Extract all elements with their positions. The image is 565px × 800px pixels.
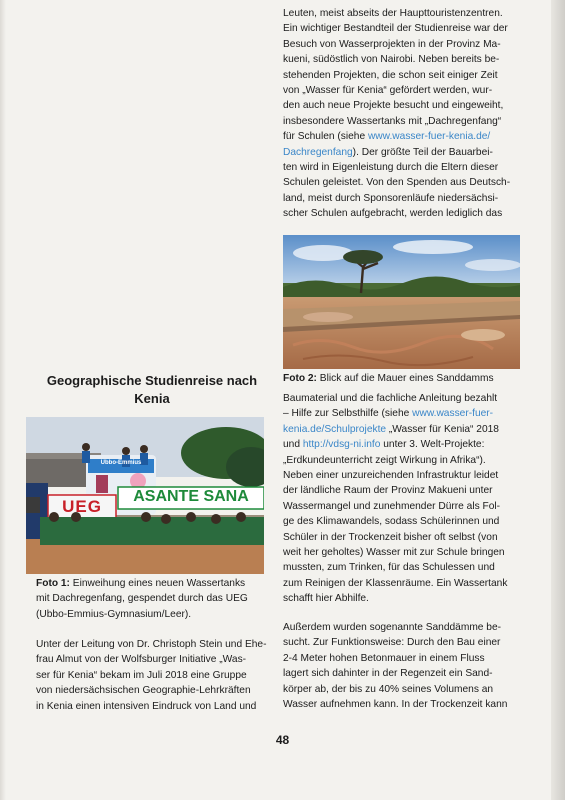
text-line: ten wird in Eigenleistung durch die Eltern dieser xyxy=(283,162,499,174)
right-column-bottom-text xyxy=(283,620,522,712)
schulprojekte-link[interactable]: www.wasser-fuer- xyxy=(412,408,494,420)
text-line: Baumaterial und die fachliche Anleitung bezahlt xyxy=(283,393,498,404)
right-column-top-text xyxy=(283,6,522,222)
text-span: und xyxy=(283,439,303,451)
text-line: Wassermangel und zunehmender Dürre als Fol- xyxy=(283,500,501,512)
text-span: für Schulen (siehe xyxy=(283,131,368,143)
heading-line: Geographische Studienreise nach xyxy=(46,373,258,388)
article-heading xyxy=(36,372,268,408)
text-line: land, meist durch Sponsorenläufe niedersächsi- xyxy=(283,192,499,204)
caption-line: (Ubbo-Emmius-Gymnasium/Leer). xyxy=(36,608,192,620)
text-span: – Hilfe zur Selbsthilfe (siehe xyxy=(283,408,413,420)
text-line xyxy=(283,422,522,437)
text-span: ). Der größte Teil der Bauarbei- xyxy=(352,146,493,158)
text-line: frau Almut von der Wolfsburger Initiative „Was- xyxy=(36,654,247,666)
text-line: kueni, südöstlich von Nairobi. Neben bereits be- xyxy=(283,54,500,66)
text-line: zum Reinigen der Klassenräume. Ein Wassertank xyxy=(283,577,508,589)
page-number: 48 xyxy=(275,733,290,747)
caption-line xyxy=(36,576,268,591)
right-column-mid-text xyxy=(283,391,522,607)
text-line: Schulen geleistet. Von den Spenden aus Deutsch- xyxy=(283,177,511,189)
dachregenfang-link-cont[interactable]: Dachregenfang xyxy=(283,146,353,158)
text-span: „Wasser für Kenia“ 2018 xyxy=(386,423,499,435)
text-line: Leuten, meist abseits der Haupttouristenzentren. xyxy=(283,8,503,19)
tank-label: Ubbo-Emmius xyxy=(100,460,142,466)
text-line: schafft hier Abhilfe. xyxy=(283,593,369,605)
text-line: lagert sich dahinter in der Regenzeit ein Sand- xyxy=(283,668,493,680)
text-line: Besuch von Wasserprojekten in der Provinz Ma- xyxy=(283,38,501,50)
text-line xyxy=(283,406,522,421)
text-line xyxy=(283,437,522,452)
asante-sana-banner: ASANTE SANA xyxy=(133,488,249,505)
text-line: Ein wichtiger Bestandteil der Studienreise war der xyxy=(283,23,508,35)
text-line: der ländliche Raum der Provinz Makueni unter xyxy=(283,485,493,497)
text-line: „Erdkundeunterricht zeigt Wirkung in Afrika“). xyxy=(283,454,486,466)
text-line: von „Wasser für Kenia“ gefördert werden, wur- xyxy=(283,85,493,97)
caption-label: Foto 1: xyxy=(36,578,70,589)
sand-dam-illustration xyxy=(283,235,520,369)
sand-dam-photo xyxy=(283,235,520,369)
caption-line: mit Dachregenfang, gespendet durch das UEG xyxy=(36,593,248,605)
tank-inauguration-photo xyxy=(26,417,264,574)
text-line: mussten, zum Trinken, für das Schulessen und xyxy=(283,562,495,574)
page-right-edge xyxy=(551,0,565,800)
text-line: von niedersächsischen Geographie-Lehrkräften xyxy=(36,685,251,697)
vdsg-link[interactable]: http://vdsg-ni.info xyxy=(302,439,381,451)
caption-text: Blick auf die Mauer eines Sanddamms xyxy=(316,373,494,384)
text-line: 2-4 Meter hohen Betonmauer in einem Fluss xyxy=(283,652,485,664)
text-line: in Kenia einen intensiven Eindruck von Land und xyxy=(36,700,257,712)
text-line: ser für Kenia“ bekam im Juli 2018 eine Gruppe xyxy=(36,669,247,681)
text-line xyxy=(283,129,522,144)
page-left-edge xyxy=(0,0,6,800)
text-line: stehenden Projekten, die schon seit einiger Zeit xyxy=(283,69,498,81)
text-line: körper ab, der bis zu 40% seines Volumens an xyxy=(283,683,494,695)
photo1-caption xyxy=(36,576,268,622)
schulprojekte-link-cont[interactable]: kenia.de/Schulprojekte xyxy=(283,423,387,435)
dachregenfang-link[interactable]: www.wasser-fuer-kenia.de/ xyxy=(367,131,491,143)
text-line: Schüler in der Trockenzeit bisher oft selbst (von xyxy=(283,531,498,543)
text-line: Außerdem wurden sogenannte Sanddämme be- xyxy=(283,622,502,633)
text-span: unter 3. Welt-Projekte: xyxy=(380,439,485,451)
text-line: den auch neue Projekte besucht und eingeweiht, xyxy=(283,100,504,112)
text-line: insbesondere Wassertanks mit „Dachregenfang“ xyxy=(283,115,502,127)
text-line: sucht. Zur Funktionsweise: Durch den Bau einer xyxy=(283,637,501,649)
text-line: weit her geholtes) Wasser mit zur Schule bringen xyxy=(283,547,505,559)
text-line: ge des Klimawandels, sodass Schülerinnen und xyxy=(283,516,500,528)
text-line: Neben einer unzureichenden Infrastruktur leidet xyxy=(283,470,499,482)
text-line xyxy=(283,145,522,160)
left-column-bottom-text xyxy=(36,637,268,714)
text-line: Wasser aufnehmen kann. In der Trockenzeit kann xyxy=(283,699,508,711)
photo2-caption xyxy=(283,371,522,386)
heading-line: Kenia xyxy=(134,391,170,406)
caption-text: Einweihung eines neuen Wassertanks xyxy=(69,578,246,589)
text-line: Unter der Leitung von Dr. Christoph Stein und Ehe- xyxy=(36,639,267,650)
text-line: scher Schulen aufgebracht, werden lediglich das xyxy=(283,208,503,220)
caption-label: Foto 2: xyxy=(283,373,317,384)
ueg-banner: UEG xyxy=(62,497,102,516)
